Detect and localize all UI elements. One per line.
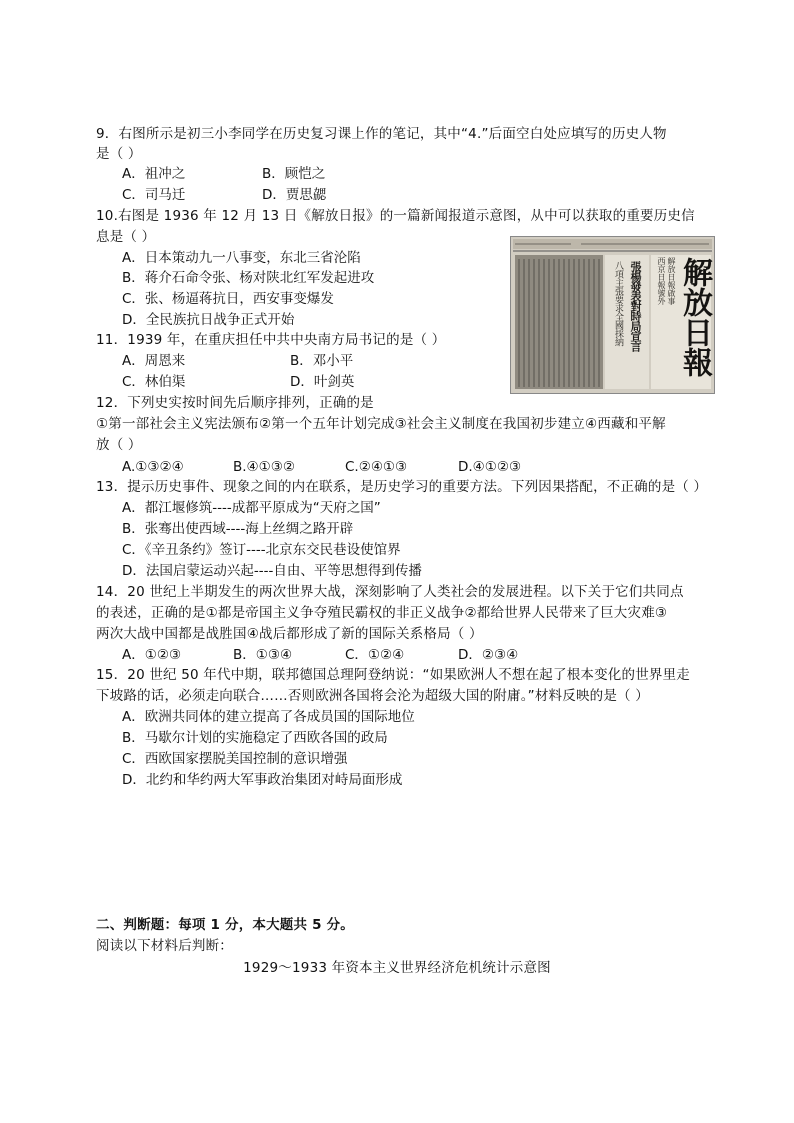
q10-option-d: D．全民族抗日战争正式开始	[122, 312, 295, 328]
q12-stem-line1: 12．下列史实按时间先后顺序排列，正确的是	[96, 395, 374, 411]
q11-option-d: D．叶剑英	[290, 374, 355, 390]
q12-stem-line2: ①第一部社会主义宪法颁布②第一个五年计划完成③社会主义制度在我国初步建立④西藏和平解	[96, 416, 666, 432]
q11-stem: 11．1939 年，在重庆担任中共中央南方局书记的是（ ）	[96, 332, 446, 348]
q12-option-a: A.①③②④	[122, 459, 184, 475]
section2-heading: 二、判断题：每项 1 分，本大题共 5 分。	[96, 917, 354, 933]
q14-option-a: A．①②③	[122, 647, 182, 663]
q12-option-d: D.④①②③	[458, 459, 522, 475]
section2-intro: 阅读以下材料后判断：	[96, 938, 233, 954]
q14-stem-line2: 的表述，正确的是①都是帝国主义争夺殖民霸权的非正义战争②都给世界人民带来了巨大灾难③	[96, 605, 668, 621]
q10-stem-line2: 息是（ ）	[96, 229, 156, 245]
q9-stem-line1: 9．右图所示是初三小李同学在历史复习课上作的笔记，其中“4.”后面空白处应填写的历史人物	[96, 126, 667, 142]
q10-option-a: A．日本策动九一八事变，东北三省沦陷	[122, 250, 361, 266]
q12-option-b: B.④①③②	[233, 459, 295, 475]
q11-option-a: A．周恩来	[122, 353, 186, 369]
q13-option-b: B．张骞出使西域----海上丝绸之路开辟	[122, 521, 354, 537]
q15-stem-line1: 15．20 世纪 50 年代中期，联邦德国总理阿登纳说：“如果欧洲人不想在起了根本变化的世界里走	[96, 667, 691, 683]
q15-option-a: A．欧洲共同体的建立提高了各成员国的国际地位	[122, 709, 415, 725]
q9-option-d: D．贾思勰	[262, 187, 327, 203]
q12-stem-line3: 放（ ）	[96, 437, 142, 453]
q10-option-b: B．蒋介石命令张、杨对陕北红军发起进攻	[122, 270, 375, 286]
q14-option-b: B．①③④	[233, 647, 293, 663]
newspaper-image	[510, 236, 715, 394]
q12-option-c: C.②④①③	[345, 459, 408, 475]
q9-stem-line2: 是（ ）	[96, 146, 142, 162]
q13-option-a: A．都江堰修筑----成都平原成为“天府之国”	[122, 500, 381, 516]
newspaper-side-2: 解放日報啟事	[667, 257, 676, 305]
newspaper-side-1: 西京日報號外	[657, 257, 666, 305]
q15-option-d: D．北约和华约两大军事政治集团对峙局面形成	[122, 772, 403, 788]
q14-option-d: D．②③④	[458, 647, 519, 663]
newspaper-masthead: 解放日報	[677, 257, 712, 377]
q13-stem: 13．提示历史事件、现象之间的内在联系，是历史学习的重要方法。下列因果搭配，不正确的是（ ）	[96, 479, 708, 495]
newspaper-headline-2: 八項主張要求全國採納	[613, 261, 623, 346]
q9-option-c: C．司马迁	[122, 187, 186, 203]
q11-option-b: B．邓小平	[290, 353, 354, 369]
newspaper-headline-1: 張楊發表對時局宣言	[629, 261, 642, 351]
figure-title: 1929～1933 年资本主义世界经济危机统计示意图	[243, 960, 551, 976]
q9-option-a: A．祖冲之	[122, 166, 186, 182]
q14-stem-line3: 两次大战中国都是战胜国④战后都形成了新的国际关系格局（ ）	[96, 626, 483, 642]
q14-option-c: C．①②④	[345, 647, 405, 663]
q11-option-c: C．林伯渠	[122, 374, 186, 390]
q13-option-d: D．法国启蒙运动兴起----自由、平等思想得到传播	[122, 563, 422, 579]
q9-option-b: B．顾恺之	[262, 166, 326, 182]
q13-option-c: C．《辛丑条约》签订----北京东交民巷设使馆界	[122, 542, 401, 558]
q14-stem-line1: 14．20 世纪上半期发生的两次世界大战，深刻影响了人类社会的发展进程。以下关于它们共同点	[96, 584, 684, 600]
q15-option-b: B．马歇尔计划的实施稳定了西欧各国的政局	[122, 730, 388, 746]
q10-option-c: C．张、杨逼蒋抗日，西安事变爆发	[122, 291, 334, 307]
q10-stem-line1: 10.右图是 1936 年 12 月 13 日《解放日报》的一篇新闻报道示意图，从中可以获取的重要历史信	[96, 208, 695, 224]
q15-option-c: C．西欧国家摆脱美国控制的意识增强	[122, 751, 348, 767]
q15-stem-line2: 下坡路的话，必须走向联合……否则欧洲各国将会沦为超级大国的附庸。”材料反映的是（ ）	[96, 688, 649, 704]
